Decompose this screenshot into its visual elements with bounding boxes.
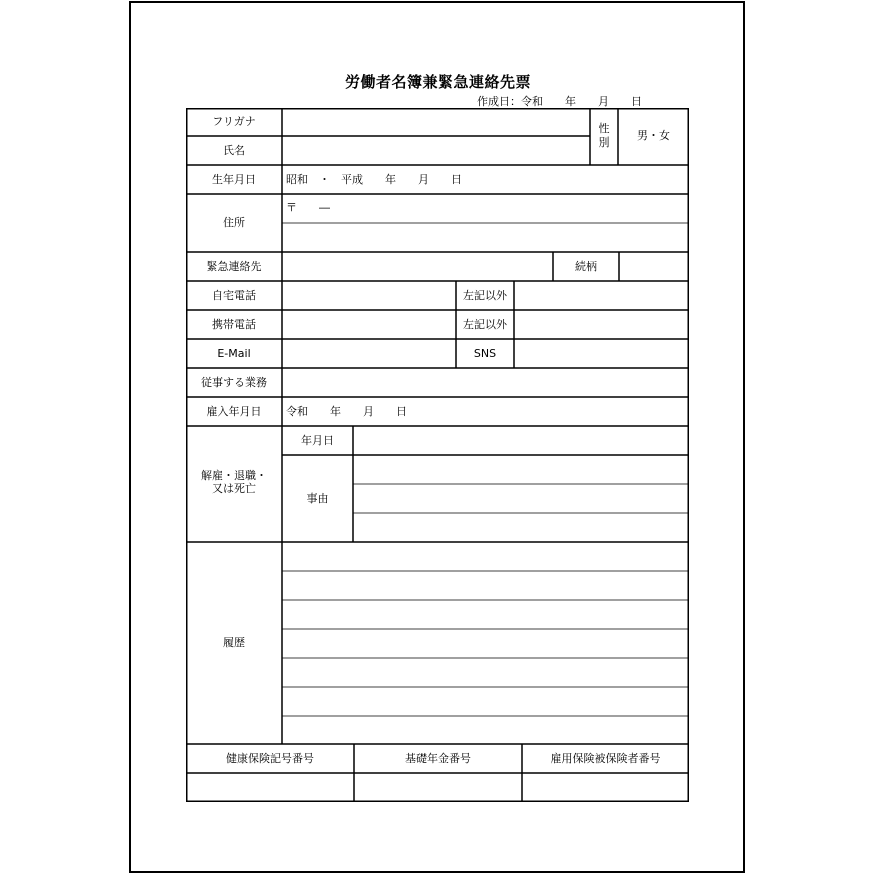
pension-label: 基礎年金番号: [405, 752, 471, 765]
relationship-field[interactable]: [620, 253, 688, 280]
hire-date-label: 雇入年月日: [206, 405, 262, 418]
job-label: 従事する業務: [201, 376, 267, 389]
email-field[interactable]: [283, 340, 455, 367]
job-field[interactable]: [283, 369, 688, 396]
mobile-phone-field[interactable]: [283, 311, 455, 338]
sns-label: SNS: [473, 347, 497, 360]
health-insurance-label: 健康保険記号番号: [226, 752, 314, 765]
other-phone-field-2[interactable]: [515, 311, 688, 338]
other-phone-field-1[interactable]: [515, 282, 688, 309]
address-field[interactable]: [283, 224, 688, 251]
name-field[interactable]: [283, 137, 589, 164]
gender-label: 性 別: [598, 122, 610, 149]
hire-date-field[interactable]: 令和 年 月 日: [286, 405, 407, 418]
home-phone-field[interactable]: [283, 282, 455, 309]
home-phone-label: 自宅電話: [212, 289, 256, 302]
reason-label: 事由: [306, 492, 329, 505]
dismissal-label: 解雇・退職・ 又は死亡: [201, 469, 267, 495]
other-phone-label-2: 左記以外: [463, 318, 507, 331]
gender-options[interactable]: 男・女: [637, 129, 670, 142]
address-label: 住所: [223, 216, 245, 229]
name-label: 氏名: [223, 144, 245, 157]
furigana-label: フリガナ: [212, 115, 256, 128]
registry-form: [186, 108, 689, 802]
other-phone-label-1: 左記以外: [463, 289, 507, 302]
health-insurance-field[interactable]: [187, 774, 353, 801]
employment-insurance-field[interactable]: [523, 774, 688, 801]
created-date-line: 作成日：令和 年 月 日: [477, 95, 642, 108]
history-field[interactable]: [283, 543, 688, 743]
sns-field[interactable]: [515, 340, 688, 367]
document-title: 労働者名簿兼緊急連絡先票: [344, 73, 531, 91]
emergency-contact-field[interactable]: [283, 253, 552, 280]
furigana-field[interactable]: [283, 109, 589, 135]
reason-field[interactable]: [354, 456, 688, 541]
dismissal-date-field[interactable]: [354, 427, 688, 454]
pension-field[interactable]: [355, 774, 521, 801]
employment-insurance-label: 雇用保険被保険者番号: [550, 752, 661, 765]
postal-code-field[interactable]: 〒 ―: [286, 201, 330, 214]
history-label: 履歴: [223, 636, 245, 649]
birthdate-field[interactable]: 昭和 ・ 平成 年 月 日: [286, 173, 462, 186]
dismissal-date-label: 年月日: [301, 434, 334, 447]
emergency-contact-label: 緊急連絡先: [206, 260, 262, 273]
birthdate-label: 生年月日: [212, 173, 256, 186]
mobile-phone-label: 携帯電話: [212, 318, 256, 331]
relationship-label: 続柄: [575, 260, 597, 273]
email-label: E-Mail: [217, 347, 251, 360]
